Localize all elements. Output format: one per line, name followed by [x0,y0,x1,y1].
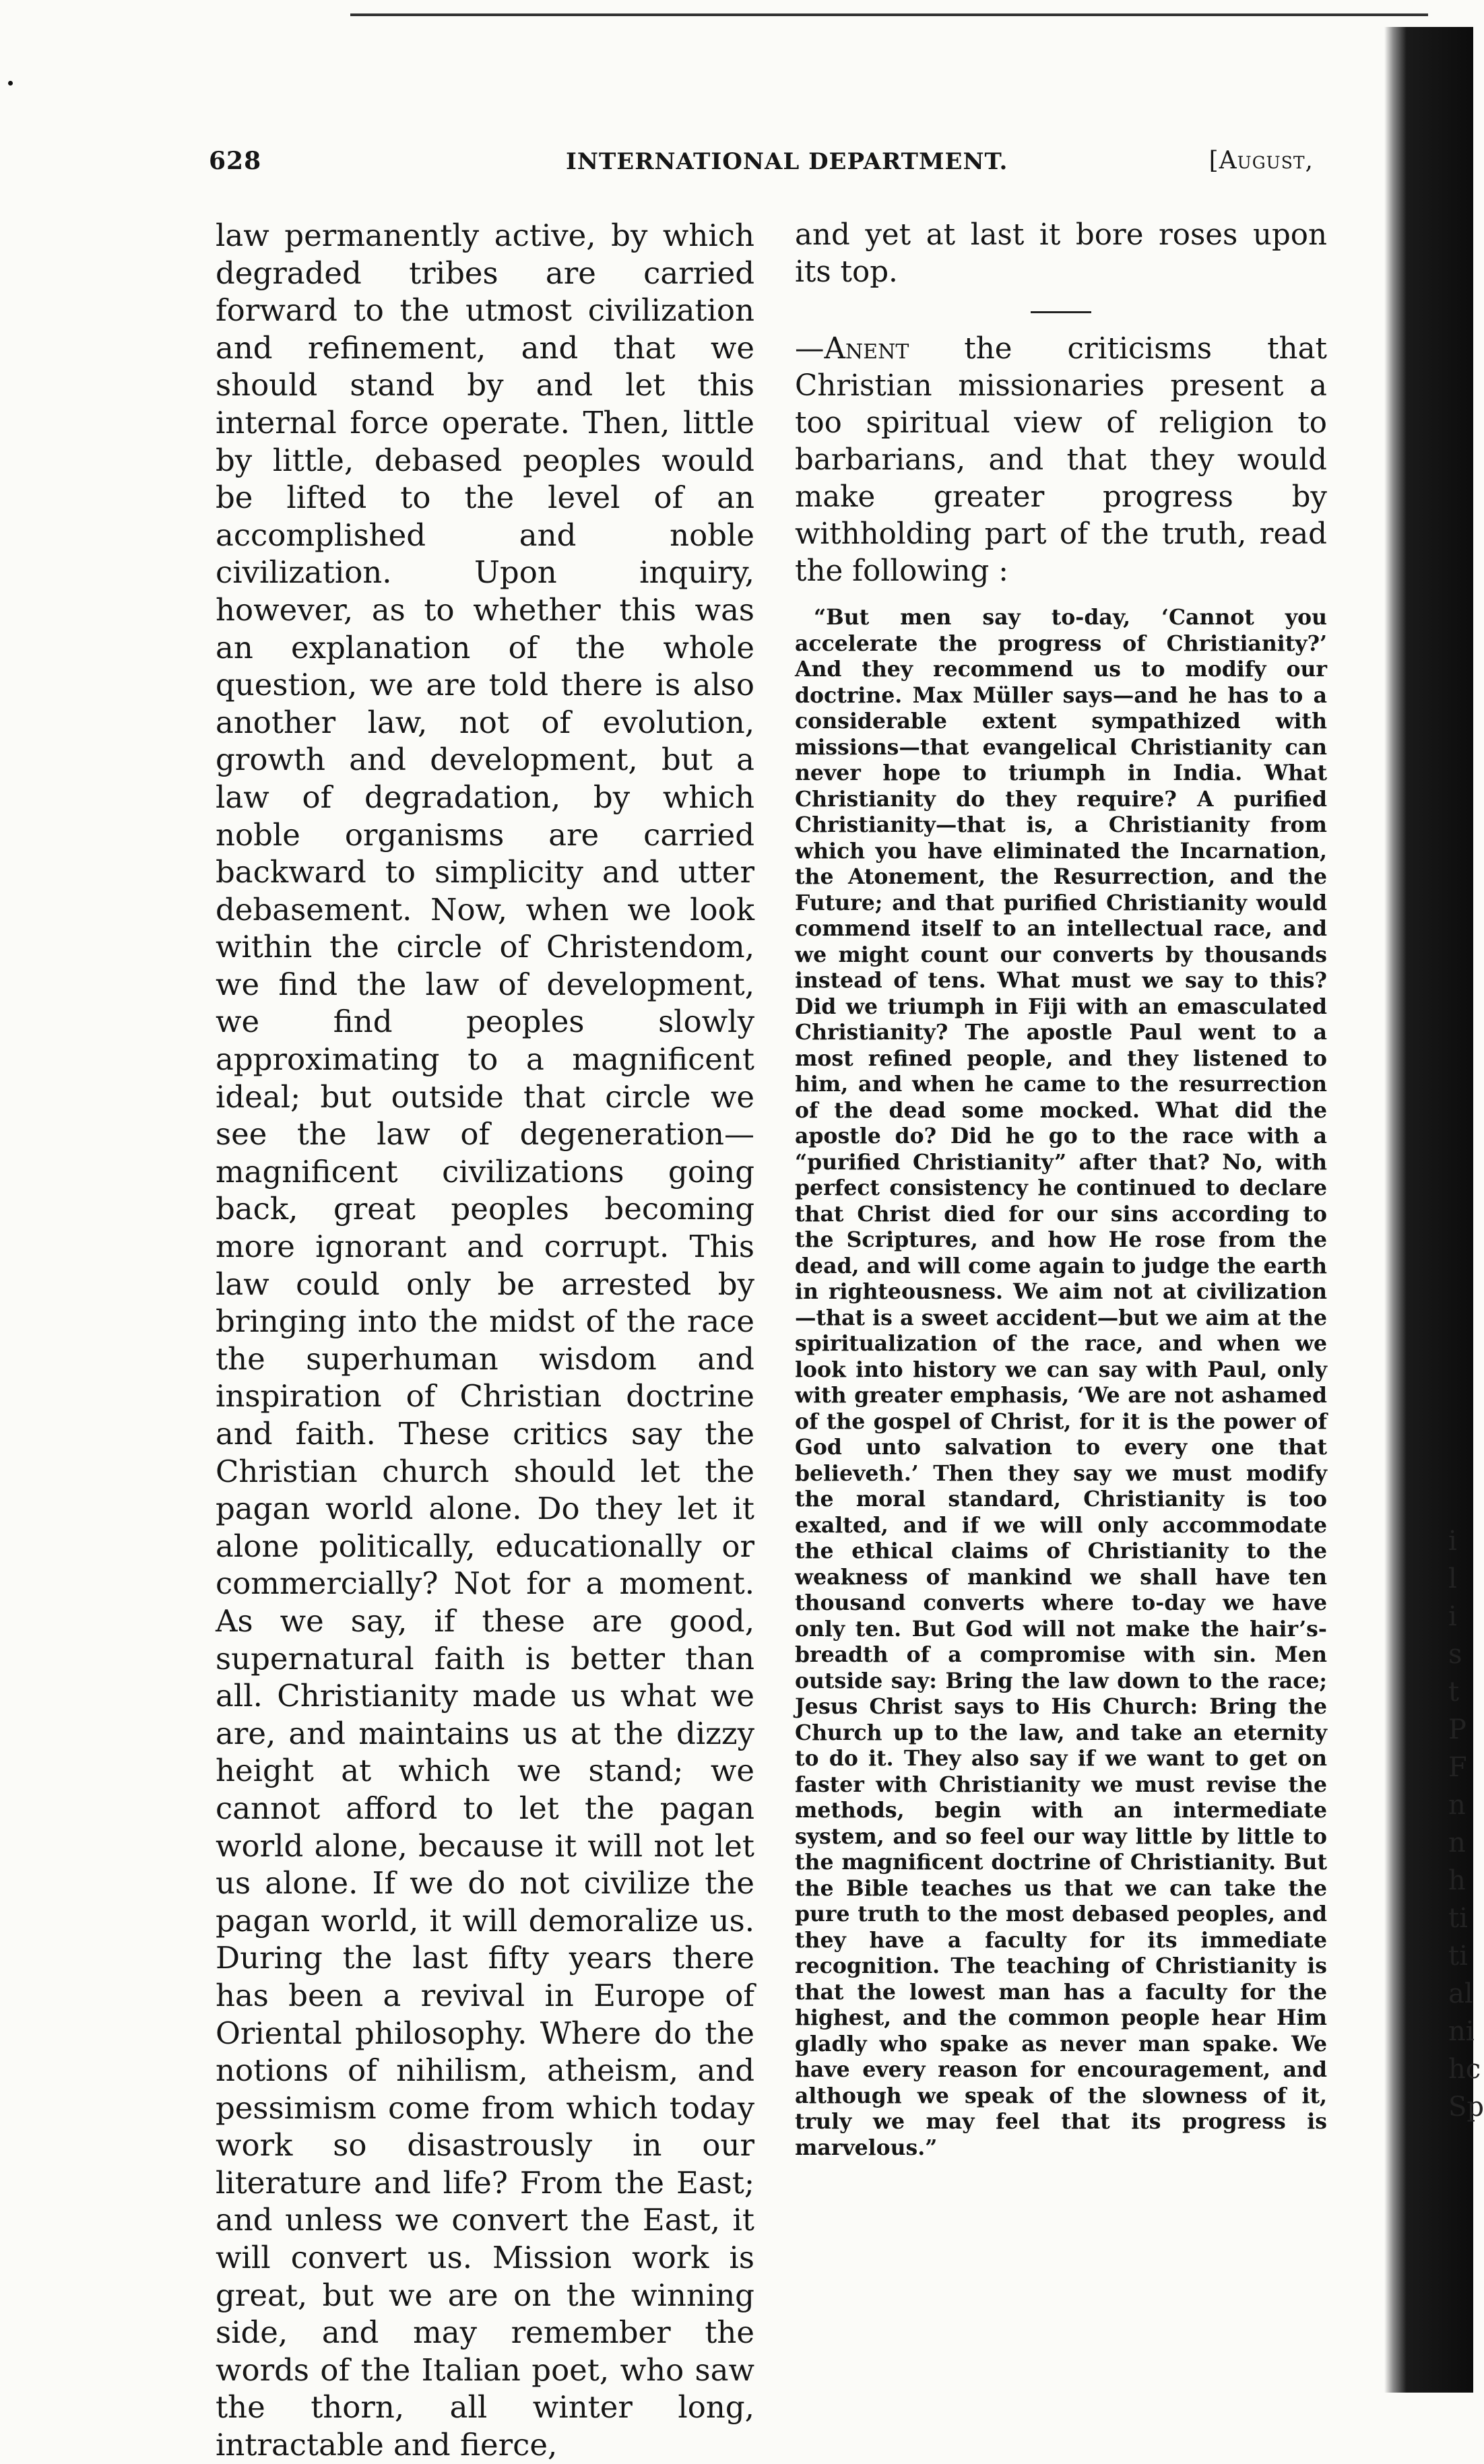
edge-fragment: i [1448,1601,1457,1632]
edge-fragment: l [1448,1563,1457,1594]
facing-page-fragments [1448,1522,1484,2126]
scan-edge-line [350,13,1428,16]
anent-body: the criticisms that Christian missionaries present a too spiritual view of religion to barbarians, and that they would make greater progress by withholding part of the truth, read the following : [795,332,1327,588]
edge-fragment: ni [1448,2016,1475,2047]
scan-speck [8,81,13,86]
edge-fragment: Sp [1448,2092,1484,2122]
left-column [216,217,754,2464]
edge-fragment: t [1448,1677,1460,1708]
edge-fragment: F [1448,1752,1467,1783]
edge-fragment: n [1448,1827,1466,1858]
edge-fragment: hc [1448,2054,1481,2085]
edge-fragment: s [1448,1639,1462,1670]
anent-lead: —Anent [795,332,909,366]
edge-fragment: h [1448,1865,1466,1896]
continuation-paragraph: and yet at last it bore roses upon its top. [795,218,1327,289]
section-divider [1031,311,1091,313]
page-number: 628 [209,147,262,175]
running-title: INTERNATIONAL DEPARTMENT. [566,148,1008,175]
edge-fragment: n [1448,1790,1466,1821]
anent-paragraph [795,331,1327,590]
page-header [209,147,1314,187]
edge-fragment: P [1448,1714,1466,1745]
edge-fragment: al [1448,1978,1473,2009]
edge-fragment: ti [1448,1903,1468,1934]
left-column-text: law permanently active, by which degraded tribes are carried forward to the utmost civilization and refinement, and that we should stand by and let this internal force operate. Then, little by little, debased peoples would be lifted to the level of an accomplished and noble civilization. Upon inquiry, however, as to whether this was an explanation of the whole question, we are told there is also another law, not of evolution, growth and development, but a law of degradation, by which noble organisms are carried backward to simplicity and utter debasement. Now, when we look within the circle of Christendom, we find the law of development, we find peoples slowly approximating to a magnificent ideal; but outside that circle we see the law of degeneration—magnificent civilizations going back, great peoples becoming more ignorant and corrupt. This law could only be arrested by bringing into the midst of the race the superhuman wisdom and inspiration of Christian doctrine and faith. These critics say the Christian church should let the pagan world alone. Do they let it alone politically, educationally or commercially? Not for a moment. As we say, if these are good, supernatural faith is better than all. Christianity made us what we are, and maintains us at the dizzy height at which we stand; we cannot afford to let the pagan world alone, because it will not let us alone. If we do not civilize the pagan world, it will demoralize us. During the last fifty years there has been a revival in Europe of Oriental philosophy. Where do the notions of nihilism, atheism, and pessimism come from which today work so disastrously in our literature and life? From the East; and unless we convert the East, it will convert us. Mission work is great, but we are on the winning side, and may remember the words of the Italian poet, who saw the thorn, all winter long, intractable and fierce, [216,218,754,2463]
right-column [795,217,1327,2161]
edge-fragment: i [1448,1526,1457,1557]
block-quote: “But men say to-day, ‘Cannot you accelerate the progress of Christianity?’ And they recommend us to modify our doctrine. Max Müller says—and he has to a considerable extent sympathized with missions—that evangelical Christianity can never hope to triumph in India. What Christianity do they require? A purified Christianity—that is, a Christianity from which you have eliminated the Incarnation, the Atonement, the Resurrection, and the Future; and that purified Christianity would commend itself to an intellectual race, and we might count our converts by thousands instead of tens. What must we say to this? Did we triumph in Fiji with an emasculated Christianity? The apostle Paul went to a most refined people, and they listened to him, and when he came to the resurrection of the dead some mocked. What did the apostle do? Did he go to the race with a “purified Christianity” after that? No, with perfect consistency he continued to declare that Christ died for our sins according to the Scriptures, and how He rose from the dead, and will come again to judge the earth in righteousness. We aim not at civilization—that is a sweet accident—but we aim at the spiritualization of the race, and when we look into history we can say with Paul, only with greater emphasis, ‘We are not ashamed of the gospel of Christ, for it is the power of God unto salvation to every one that believeth.’ Then they say we must modify the moral standard, Christianity is too exalted, and if we will only accommodate the ethical claims of Christianity to the weakness of mankind we shall have ten thousand converts where to-day we have only ten. But God will not make the hair’s-breadth of a compromise with sin. Men outside say: Bring the law down to the race; Jesus Christ says to His Church: Bring the Church up to the law, and take an eternity to do it. They also say if we want to get on faster with Christianity we must revise the methods, begin with an intermediate system, and so feel our way little by little to the magnificent doctrine of Christianity. But the Bible teaches us that we can take the pure truth to the most debased peoples, and they have a faculty for its immediate recognition. The teaching of Christianity is that the lowest man has a faculty for the highest, and the common people hear Him gladly who spake as never man spake. We have every reason for encouragement, and although we speak of the slowness of it, truly we may feel that its progress is marvelous.” [795,605,1327,2160]
edge-fragment: ti [1448,1941,1468,1972]
header-month: [August, [1208,147,1314,174]
